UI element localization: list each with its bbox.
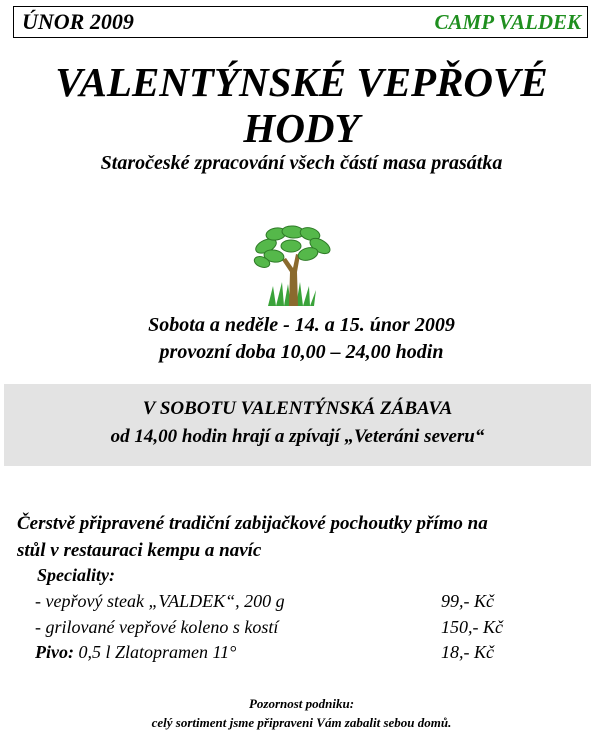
beer-name: 0,5 l Zlatopramen 11° xyxy=(73,642,237,662)
note-title: Pozornost podniku: xyxy=(248,696,355,711)
menu-item-price: 99,- Kč xyxy=(441,591,494,611)
specialities-title: Speciality: xyxy=(37,565,115,585)
intro-line-1: Čerstvě připravené tradiční zabijačkové pochoutky přímo na xyxy=(17,513,488,534)
dates-line-1: Sobota a neděle - 14. a 15. únor 2009 xyxy=(148,314,455,336)
header-box xyxy=(13,6,588,38)
dates-line-2: provozní doba 10,00 – 24,00 hodin xyxy=(159,341,444,363)
menu-item-name: - vepřový steak „VALDEK“, 200 g xyxy=(35,591,285,611)
banner-line-1: V SOBOTU VALENTÝNSKÁ ZÁBAVA xyxy=(142,398,453,419)
header-brand: CAMP VALDEK xyxy=(434,10,581,34)
page-title xyxy=(0,59,603,151)
header-month: ÚNOR 2009 xyxy=(22,9,134,34)
beer-row xyxy=(35,642,236,663)
title-line-2: HODY xyxy=(243,105,360,151)
event-dates xyxy=(0,312,603,366)
intro-text xyxy=(17,510,592,564)
subtitle: Staročeské zpracování všech částí masa prasátka xyxy=(100,152,503,174)
tree-icon xyxy=(246,220,336,310)
banner-line-2: od 14,00 hodin hrají a zpívají „Veteráni severu“ xyxy=(110,426,485,447)
title-line-1: VALENTÝNSKÉ VEPŘOVÉ xyxy=(55,59,548,105)
menu-item-price: 150,- Kč xyxy=(441,617,503,637)
beer-label: Pivo: xyxy=(35,642,74,662)
note-text: celý sortiment jsme připraveni Vám zabalit sebou domů. xyxy=(151,715,452,730)
party-banner xyxy=(4,384,591,466)
intro-line-2: stůl v restauraci kempu a navíc xyxy=(17,540,262,561)
beer-price: 18,- Kč xyxy=(441,642,494,662)
menu-item-name: - grilované vepřové koleno s kostí xyxy=(35,617,279,637)
